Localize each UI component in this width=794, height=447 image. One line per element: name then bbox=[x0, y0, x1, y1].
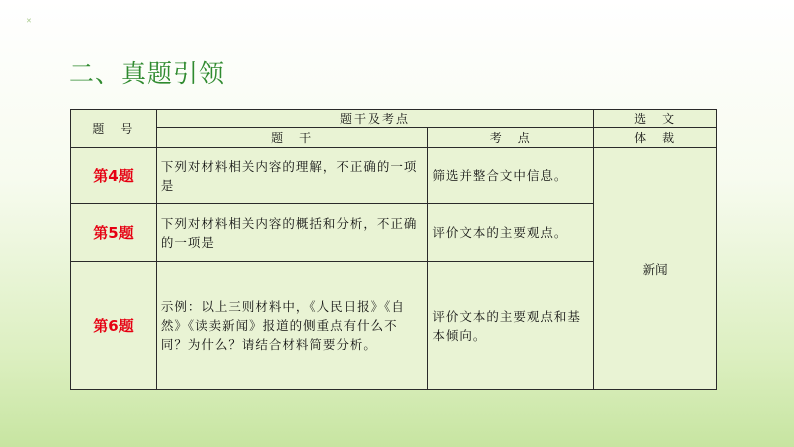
header-question-no: 题 号 bbox=[71, 110, 157, 148]
header-genre-bottom: 体 裁 bbox=[594, 128, 717, 148]
exam-point: 评价文本的主要观点。 bbox=[428, 204, 594, 262]
question-stem: 下列对材料相关内容的理解，不正确的一项是 bbox=[156, 148, 428, 204]
question-stem: 示例：以上三则材料中，《人民日报》《自然》《读卖新闻》报道的侧重点有什么不同？为什么？请结合材料简要分析。 bbox=[156, 262, 428, 390]
exam-point: 评价文本的主要观点和基本倾向。 bbox=[428, 262, 594, 390]
exam-point: 筛选并整合文中信息。 bbox=[428, 148, 594, 204]
question-number: 第4题 bbox=[71, 148, 157, 204]
question-number: 第6题 bbox=[71, 262, 157, 390]
exam-table bbox=[70, 109, 717, 390]
question-stem: 下列对材料相关内容的概括和分析，不正确的一项是 bbox=[156, 204, 428, 262]
header-stem: 题 干 bbox=[156, 128, 428, 148]
header-stem-and-points: 题干及考点 bbox=[156, 110, 593, 128]
question-number: 第5题 bbox=[71, 204, 157, 262]
table-row bbox=[71, 148, 717, 204]
page-title: 二、真题引领 bbox=[69, 59, 226, 88]
header-points: 考 点 bbox=[428, 128, 594, 148]
genre-cell: 新闻 bbox=[594, 148, 717, 390]
corner-mark: ✕ bbox=[26, 17, 32, 25]
header-genre-top: 选 文 bbox=[594, 110, 717, 128]
